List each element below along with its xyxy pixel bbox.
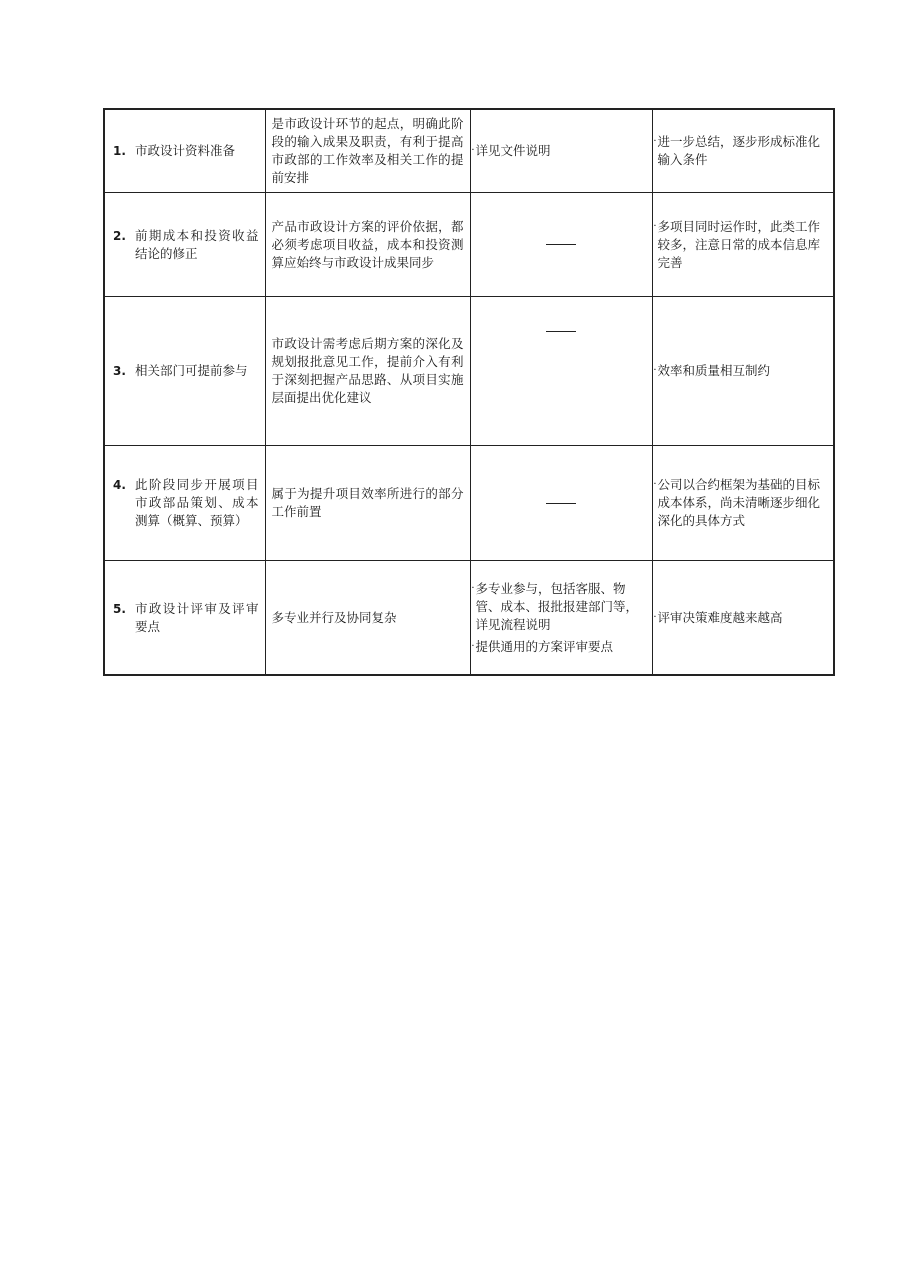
bullet-icon: · — [653, 220, 657, 232]
bullet-icon: · — [653, 611, 657, 623]
bullet-item — [653, 476, 828, 530]
item-cell — [104, 109, 265, 193]
item-title: 此阶段同步开展项目市政部品策划、成本测算（概算、预算） — [135, 477, 259, 528]
bullet-icon: · — [471, 145, 475, 156]
item-cell — [104, 561, 265, 676]
note-cell — [652, 561, 834, 676]
item-title: 相关部门可提前参与 — [135, 363, 248, 378]
reference-text: 多专业参与，包括客服、物管、成本、报批报建部门等，详见流程说明 — [475, 580, 639, 632]
item-number: 2. — [113, 228, 126, 243]
description-cell — [265, 193, 470, 297]
bullet-item — [471, 638, 646, 656]
item-number: 4. — [113, 478, 126, 492]
note-text: 效率和质量相互制约 — [657, 363, 771, 378]
item-title: 市政设计评审及评审要点 — [135, 600, 259, 634]
reference-cell — [470, 109, 652, 193]
bullet-item — [653, 609, 828, 627]
description-cell — [265, 297, 470, 446]
reference-cell — [470, 561, 652, 676]
note-text: 多项目同时运作时，此类工作较多，注意日常的成本信息库完善 — [657, 218, 821, 270]
note-text: 进一步总结，逐步形成标准化输入条件 — [657, 134, 821, 167]
item-number: 3. — [113, 364, 126, 378]
bullet-icon: · — [471, 640, 475, 652]
bullet-icon: · — [653, 136, 657, 147]
bullet-item — [653, 133, 828, 169]
table-row — [104, 193, 834, 297]
note-text: 公司以合约框架为基础的目标成本体系，尚未清晰逐步细化深化的具体方式 — [657, 477, 821, 528]
description-cell — [265, 561, 470, 676]
description-text: 产品市政设计方案的评价依据，都必须考虑项目收益，成本和投资测算应始终与市政设计成果同步 — [271, 218, 464, 270]
item-number: 5. — [113, 601, 126, 616]
table-row — [104, 446, 834, 561]
reference-text: 详见文件说明 — [475, 143, 551, 158]
bullet-item — [471, 580, 646, 634]
empty-dash — [546, 244, 576, 245]
item-title: 前期成本和投资收益结论的修正 — [135, 227, 259, 261]
note-text: 评审决策难度越来越高 — [657, 609, 783, 625]
table-row — [104, 561, 834, 676]
requirements-table — [103, 108, 835, 676]
item-cell — [104, 297, 265, 446]
note-cell — [652, 446, 834, 561]
item-title: 市政设计资料准备 — [135, 143, 236, 158]
bullet-item — [653, 218, 828, 272]
bullet-icon: · — [653, 365, 657, 376]
item-cell — [104, 193, 265, 297]
reference-cell — [470, 193, 652, 297]
description-cell — [265, 446, 470, 561]
reference-cell — [470, 446, 652, 561]
description-text: 市政设计需考虑后期方案的深化及规划报批意见工作，提前介入有利于深刻把握产品思路、从项目实施层面提出优化建议 — [271, 336, 464, 405]
item-number: 1. — [113, 144, 126, 158]
bullet-icon: · — [471, 582, 475, 594]
empty-dash — [546, 503, 576, 504]
bullet-item — [471, 142, 646, 160]
description-text: 属于为提升项目效率所进行的部分工作前置 — [271, 486, 464, 519]
item-cell — [104, 446, 265, 561]
table-row — [104, 297, 834, 446]
reference-text: 提供通用的方案评审要点 — [475, 638, 614, 654]
description-text: 多专业并行及协同复杂 — [271, 609, 397, 625]
note-cell — [652, 297, 834, 446]
reference-cell — [470, 297, 652, 446]
table-row — [104, 109, 834, 193]
bullet-item — [653, 362, 828, 380]
empty-dash — [546, 331, 576, 332]
description-text: 是市政设计环节的起点，明确此阶段的输入成果及职责，有利于提高市政部的工作效率及相关工作的提前安排 — [271, 116, 464, 185]
bullet-icon: · — [653, 479, 657, 490]
description-cell — [265, 109, 470, 193]
note-cell — [652, 193, 834, 297]
note-cell — [652, 109, 834, 193]
